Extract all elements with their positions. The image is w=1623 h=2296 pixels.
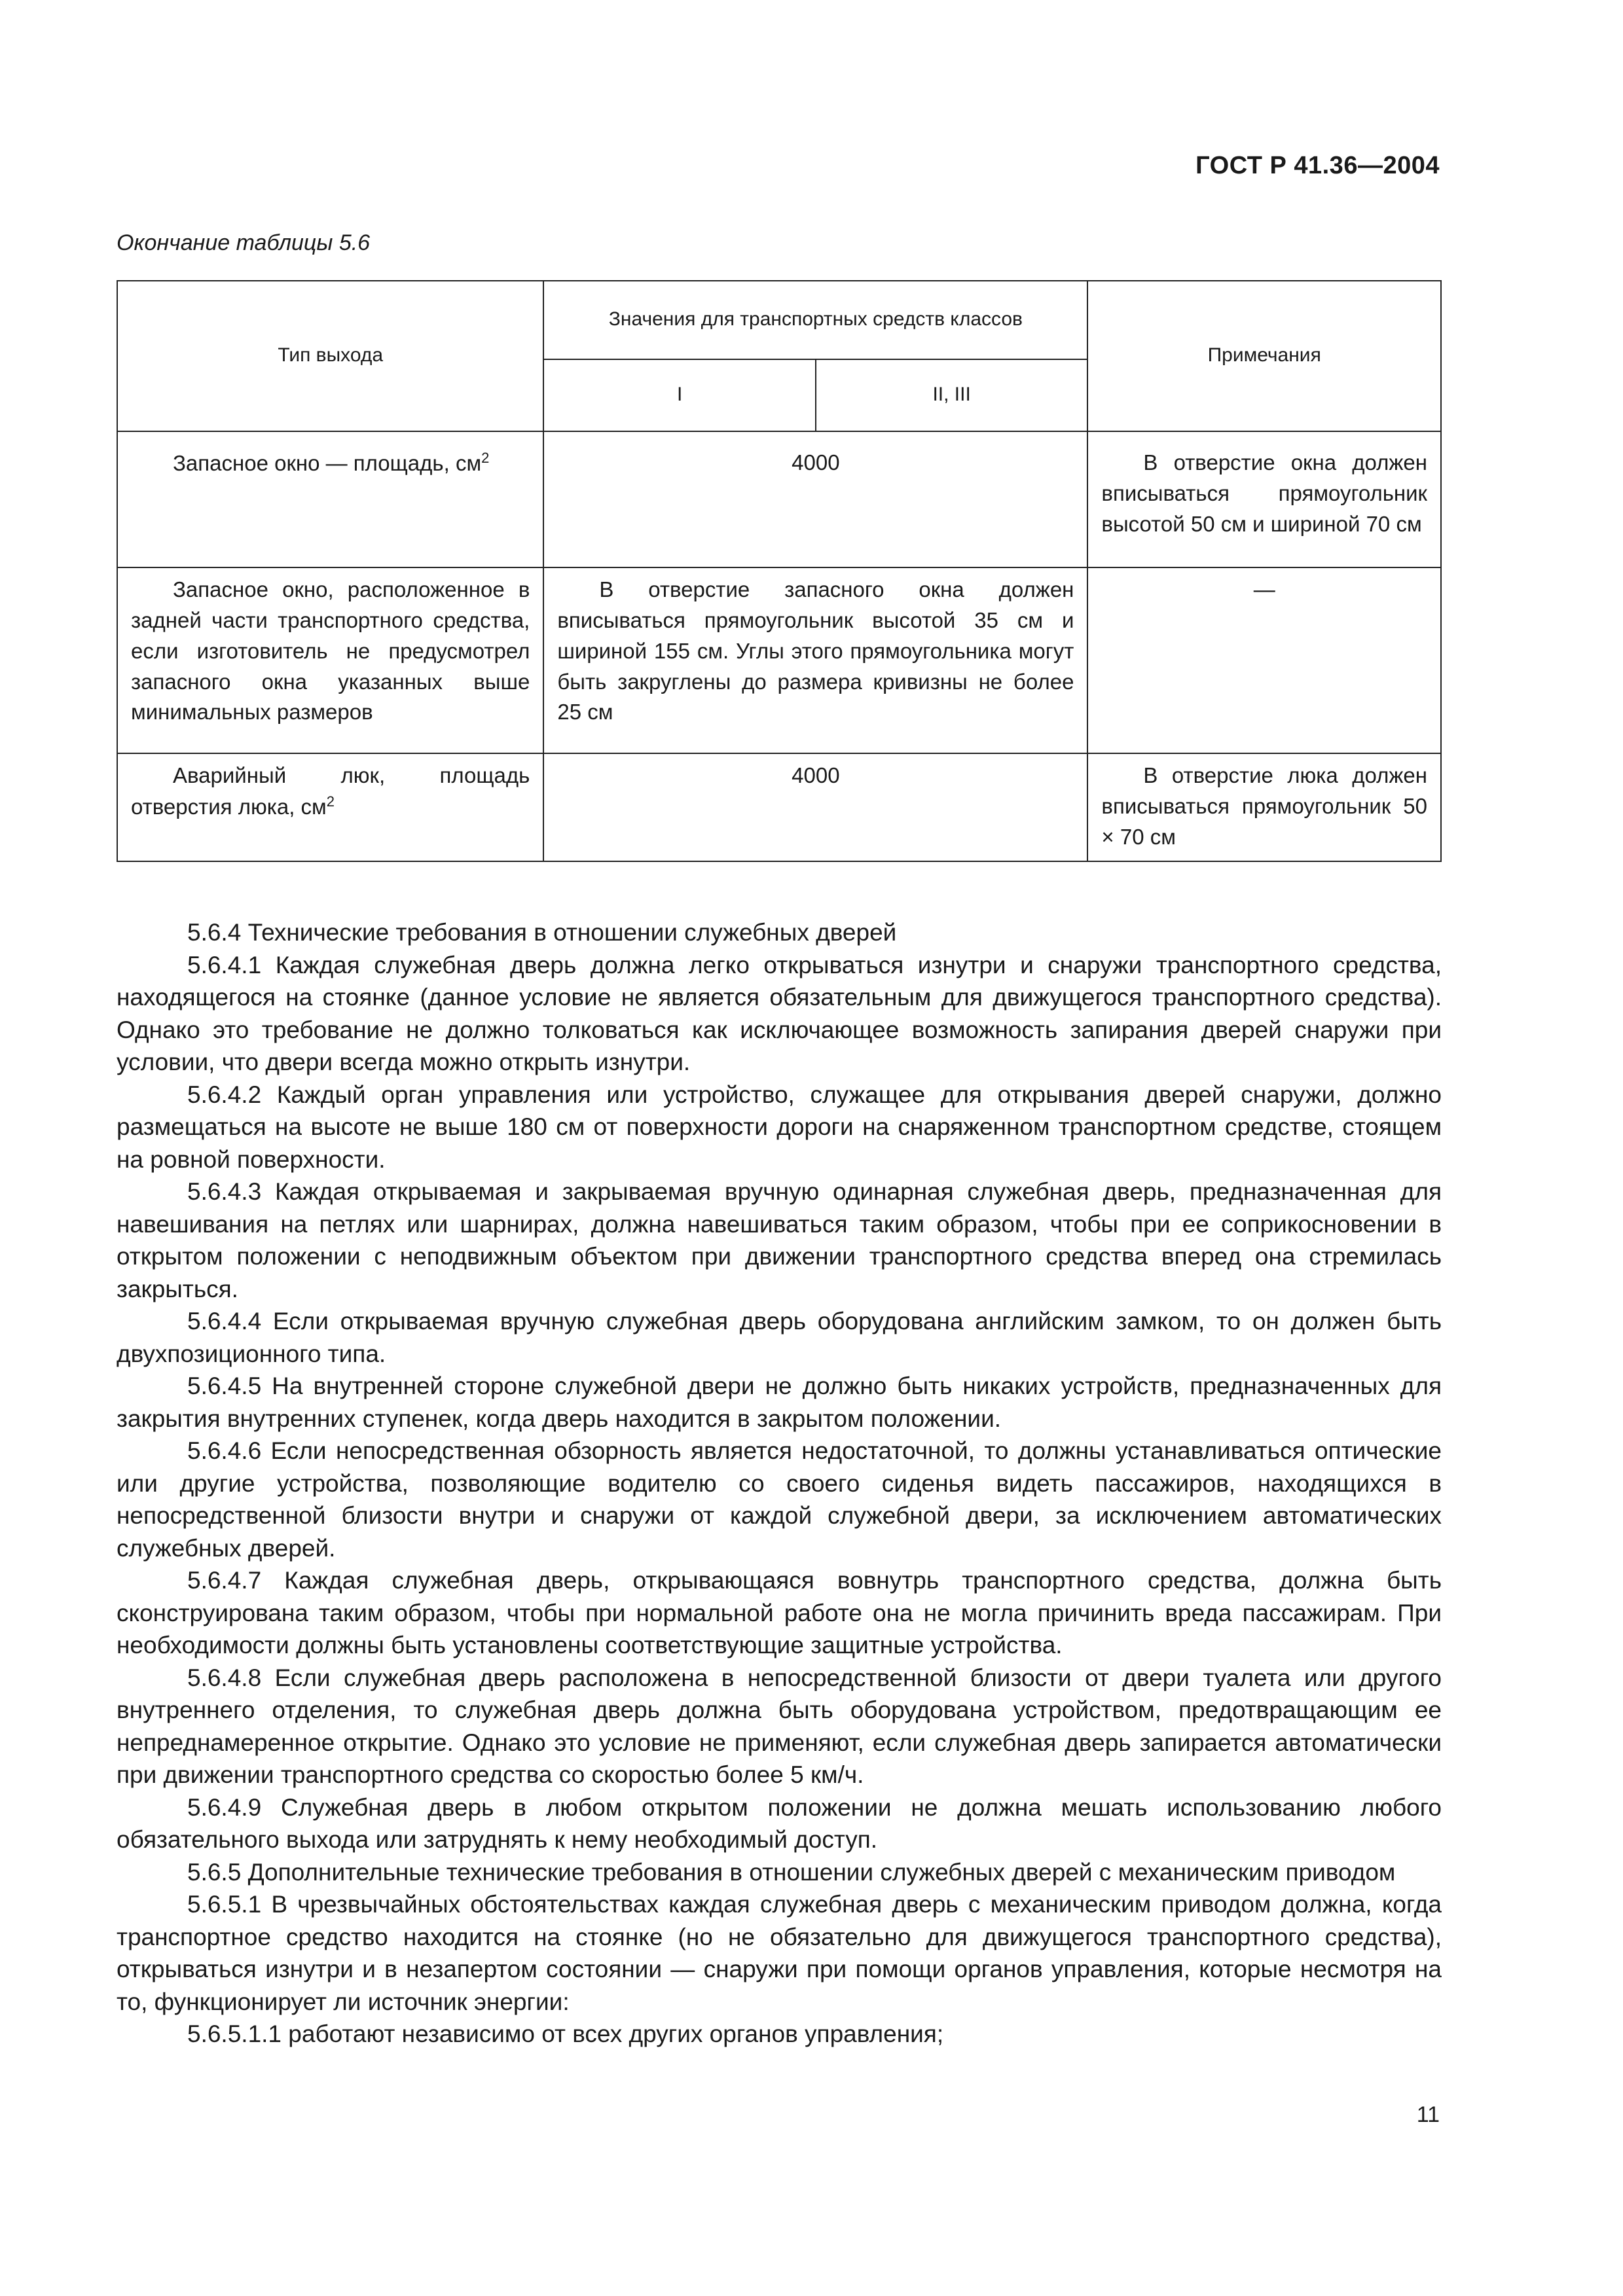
table-header-gap <box>117 431 1441 441</box>
table-row <box>117 441 1441 567</box>
header-notes: Примечания <box>1087 281 1441 431</box>
row-value: 4000 <box>543 753 1087 861</box>
paragraph: 5.6.5 Дополнительные технические требования в отношении служебных дверей с механическим приводом <box>187 1858 1396 1886</box>
paragraph: 5.6.4 Технические требования в отношении служебных дверей <box>187 919 897 946</box>
table-header-row <box>117 281 1441 359</box>
paragraph: 5.6.4.5 На внутренней стороне служебной двери не должно быть никаких устройств, предназначенных для закрытия внутренних ступенек, когда дверь находится в закрытом положении. <box>117 1372 1442 1432</box>
row-exit-type: Аварийный люк, площадь отверстия люка, $см^2$ <box>117 753 543 861</box>
row-value: В отверстие запасного окна должен вписываться прямоугольник высотой 35 см и шириной 155 см. Углы этого прямоугольника могут быть закруглены до размера кривизны не более 25 см <box>543 567 1087 753</box>
header-values-group: Значения для транспортных средств классов <box>543 281 1087 359</box>
page-number: 11 <box>1416 2102 1440 2127</box>
row-note: В отверстие люка должен вписываться прямоугольник 50 × 70 см <box>1087 753 1441 861</box>
table-caption: Окончание таблицы 5.6 <box>117 230 371 255</box>
paragraph: 5.6.4.6 Если непосредственная обзорность является недостаточной, то должны устанавливаться оптические или другие устройства, позволяющие водителю со своего сиденья видеть пассажиров, находящихся в непосредственной близости внутри и снаружи от каждой служебной двери, за исключением автоматических служебных дверей. <box>117 1437 1442 1562</box>
paragraph: 5.6.4.4 Если открываемая вручную служебная дверь оборудована английским замком, то он должен быть двухпозиционного типа. <box>117 1308 1442 1367</box>
header-exit-type: Тип выхода <box>117 281 543 431</box>
paragraph: 5.6.5.1 В чрезвычайных обстоятельствах каждая служебная дверь с механическим приводом должна, когда транспортное средство находится на стоянке (но не обязательно для движущегося транспортного средства), открываться изнутри и в незапертом состоянии — снаружи при помощи органов управления, которые несмотря на то, функционирует ли источник энергии: <box>117 1891 1442 2015</box>
header-class-1: I <box>543 359 816 431</box>
paragraph: 5.6.4.2 Каждый орган управления или устройство, служащее для открывания дверей снаружи, должно размещаться на высоте не выше 180 см от поверхности дороги на снаряженном транспортном средстве, стоящем на ровной поверхности. <box>117 1081 1442 1173</box>
row-exit-type: Запасное окно, расположенное в задней части транспортного средства, если изготовитель не предусмотрел запасного окна указанных выше минимальных размеров <box>117 567 543 753</box>
row-note: В отверстие окна должен вписываться прямоугольник высотой 50 см и шириной 70 см <box>1087 441 1441 567</box>
table-5-6 <box>117 280 1442 862</box>
row-value: 4000 <box>543 441 1087 567</box>
row-note: — <box>1087 567 1441 753</box>
header-class-2-3: II, III <box>816 359 1088 431</box>
row-exit-type: Запасное окно — площадь, $см^2$ <box>117 441 543 567</box>
paragraph: 5.6.4.1 Каждая служебная дверь должна легко открываться изнутри и снаружи транспортного средства, находящегося на стоянке (данное условие не является обязательным для движущегося транспортного средства). Однако это требование не должно толковаться как исключающее возможность запирания дверей снаружи при условии, что двери всегда можно открыть изнутри. <box>117 951 1442 1075</box>
paragraph: 5.6.5.1.1 работают независимо от всех других органов управления; <box>187 2020 944 2047</box>
paragraph: 5.6.4.8 Если служебная дверь расположена в непосредственной близости от двери туалета или другого внутреннего отделения, то служебная дверь должна быть оборудована устройством, предотвращающим ее непреднамеренное открытие. Однако это условие не применяют, если служебная дверь запирается автоматически при движении транспортного средства со скоростью более 5 км/ч. <box>117 1664 1442 1788</box>
paragraph: 5.6.4.9 Служебная дверь в любом открытом положении не должна мешать использованию любого обязательного выхода или затруднять к нему необходимый доступ. <box>117 1793 1442 1853</box>
body-text <box>117 916 1442 2051</box>
standard-id: ГОСТ Р 41.36—2004 <box>1195 152 1440 179</box>
table-row <box>117 753 1441 861</box>
paragraph: 5.6.4.3 Каждая открываемая и закрываемая вручную одинарная служебная дверь, предназначенная для навешивания на петлях или шарнирах, должна навешиваться таким образом, чтобы при ее соприкосновении в открытом положении с неподвижным объектом при движении транспортного средства вперед она стремилась закрыться. <box>117 1178 1442 1302</box>
table-row <box>117 567 1441 753</box>
paragraph: 5.6.4.7 Каждая служебная дверь, открывающаяся вовнутрь транспортного средства, должна быть сконструирована таким образом, чтобы при нормальной работе она не могла причинить вреда пассажирам. При необходимости должны быть установлены соответствующие защитные устройства. <box>117 1567 1442 1659</box>
